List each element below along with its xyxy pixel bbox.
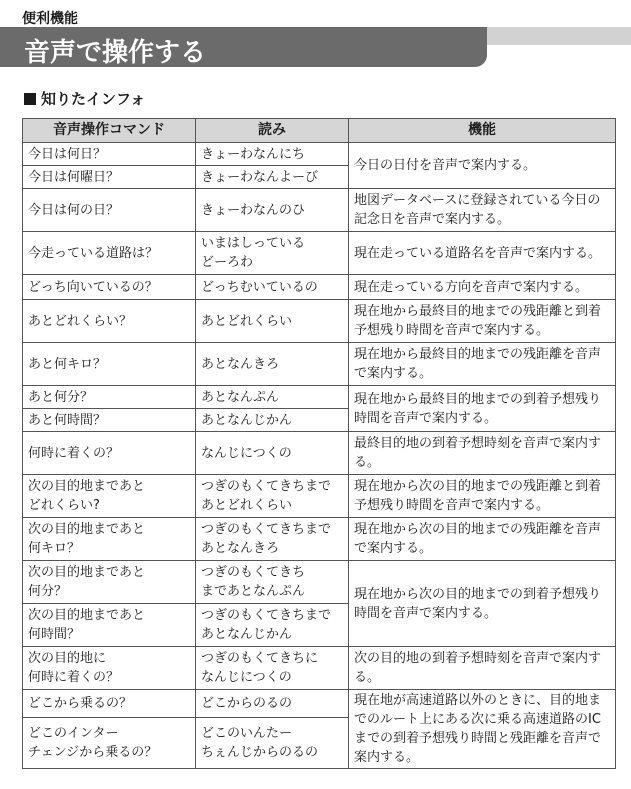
command-cell: 何時に着くの？ — [23, 432, 196, 475]
function-cell: 現在地から最終目的地までの到着予想残り時間を音声で案内する。 — [349, 386, 616, 432]
function-cell: 現在走っている道路名を音声で案内する。 — [349, 232, 616, 275]
page-title-bar — [0, 27, 487, 67]
table-row — [23, 518, 616, 561]
voice-command-table — [22, 118, 616, 769]
reading-cell: あとなんじかん — [196, 409, 349, 432]
column-header-command: 音声操作コマンド — [23, 119, 196, 143]
table-row — [23, 300, 616, 343]
command-cell: どっち向いているの？ — [23, 275, 196, 300]
category-label: 便利機能 — [22, 11, 78, 27]
function-cell: 最終目的地の到着予想時刻を音声で案内する。 — [349, 432, 616, 475]
column-header-reading: 読み — [196, 119, 349, 143]
column-header-function: 機能 — [349, 119, 616, 143]
table-header-row — [23, 119, 616, 143]
command-cell: 今日は何曜日？ — [23, 166, 196, 189]
title-bar-extension — [487, 27, 631, 45]
command-cell: どこから乗るの？ — [23, 690, 196, 718]
table-row — [23, 475, 616, 518]
command-cell: 次の目的地まであと 何時間？ — [23, 604, 196, 647]
function-cell: 現在地から最終目的地までの残距離と到着予想残り時間を音声で案内する。 — [349, 300, 616, 343]
table-row — [23, 275, 616, 300]
reading-cell: つぎのもくてきちまで あとどれくらい — [196, 475, 349, 518]
section-heading-text: 知りたインフォ — [41, 90, 146, 108]
command-cell: 次の目的地に 何時に着くの？ — [23, 647, 196, 690]
command-cell: あと何時間？ — [23, 409, 196, 432]
function-cell: 現在地から次の目的地までの到着予想残り時間を音声で案内する。 — [349, 561, 616, 647]
reading-cell: どっちむいているの — [196, 275, 349, 300]
command-cell: どこのインター チェンジから乗るの？ — [23, 717, 196, 768]
table-row — [23, 189, 616, 232]
reading-cell: なんじにつくの — [196, 432, 349, 475]
function-cell: 地図データベースに登録されている今日の記念日を音声で案内する。 — [349, 189, 616, 232]
command-cell: 次の目的地まであと どれくらい? — [23, 475, 196, 518]
reading-cell: つぎのもくてきちまで あとなんきろ — [196, 518, 349, 561]
table-row — [23, 647, 616, 690]
function-cell: 現在地から次の目的地までの残距離と到着予想残り時間を音声で案内する。 — [349, 475, 616, 518]
reading-cell: きょーわなんにち — [196, 143, 349, 166]
table-row — [23, 561, 616, 604]
square-bullet-icon — [24, 93, 36, 105]
table-row — [23, 232, 616, 275]
function-cell: 現在地から次の目的地までの残距離を音声で案内する。 — [349, 518, 616, 561]
page-title: 音声で操作する — [24, 38, 207, 68]
reading-cell: どこのいんたー ちぇんじからのるの — [196, 717, 349, 768]
reading-cell: きょーわなんのひ — [196, 189, 349, 232]
command-cell: 今日は何の日？ — [23, 189, 196, 232]
reading-cell: どこからのるの — [196, 690, 349, 718]
reading-cell: あとなんきろ — [196, 343, 349, 386]
command-cell: あと何分？ — [23, 386, 196, 409]
table-row — [23, 432, 616, 475]
section-heading — [24, 88, 145, 109]
table-row — [23, 343, 616, 386]
command-cell: あと何キロ？ — [23, 343, 196, 386]
command-cell: 今走っている道路は？ — [23, 232, 196, 275]
function-cell: 現在走っている方向を音声で案内する。 — [349, 275, 616, 300]
table-row — [23, 690, 616, 718]
reading-cell: あとどれくらい — [196, 300, 349, 343]
reading-cell: あとなんぷん — [196, 386, 349, 409]
reading-cell: つぎのもくてきちに なんじにつくの — [196, 647, 349, 690]
command-cell: 次の目的地まであと 何分？ — [23, 561, 196, 604]
reading-cell: きょーわなんよーび — [196, 166, 349, 189]
command-cell: 今日は何日？ — [23, 143, 196, 166]
table-row — [23, 143, 616, 166]
command-cell: あとどれくらい？ — [23, 300, 196, 343]
function-cell: 次の目的地の到着予想時刻を音声で案内する。 — [349, 647, 616, 690]
reading-cell: いまはしっている どーろわ — [196, 232, 349, 275]
command-cell: 次の目的地まであと 何キロ？ — [23, 518, 196, 561]
reading-cell: つぎのもくてきちまで あとなんじかん — [196, 604, 349, 647]
function-cell: 今日の日付を音声で案内する。 — [349, 143, 616, 189]
reading-cell: つぎのもくてきち まであとなんぷん — [196, 561, 349, 604]
function-cell: 現在地から最終目的地までの残距離を音声で案内する。 — [349, 343, 616, 386]
table-row — [23, 386, 616, 409]
function-cell: 現在地が高速道路以外のときに、目的地までのルート上にある次に乗る高速道路のICまでの到着予想残り時間と残距離を音声で案内する。 — [349, 690, 616, 769]
